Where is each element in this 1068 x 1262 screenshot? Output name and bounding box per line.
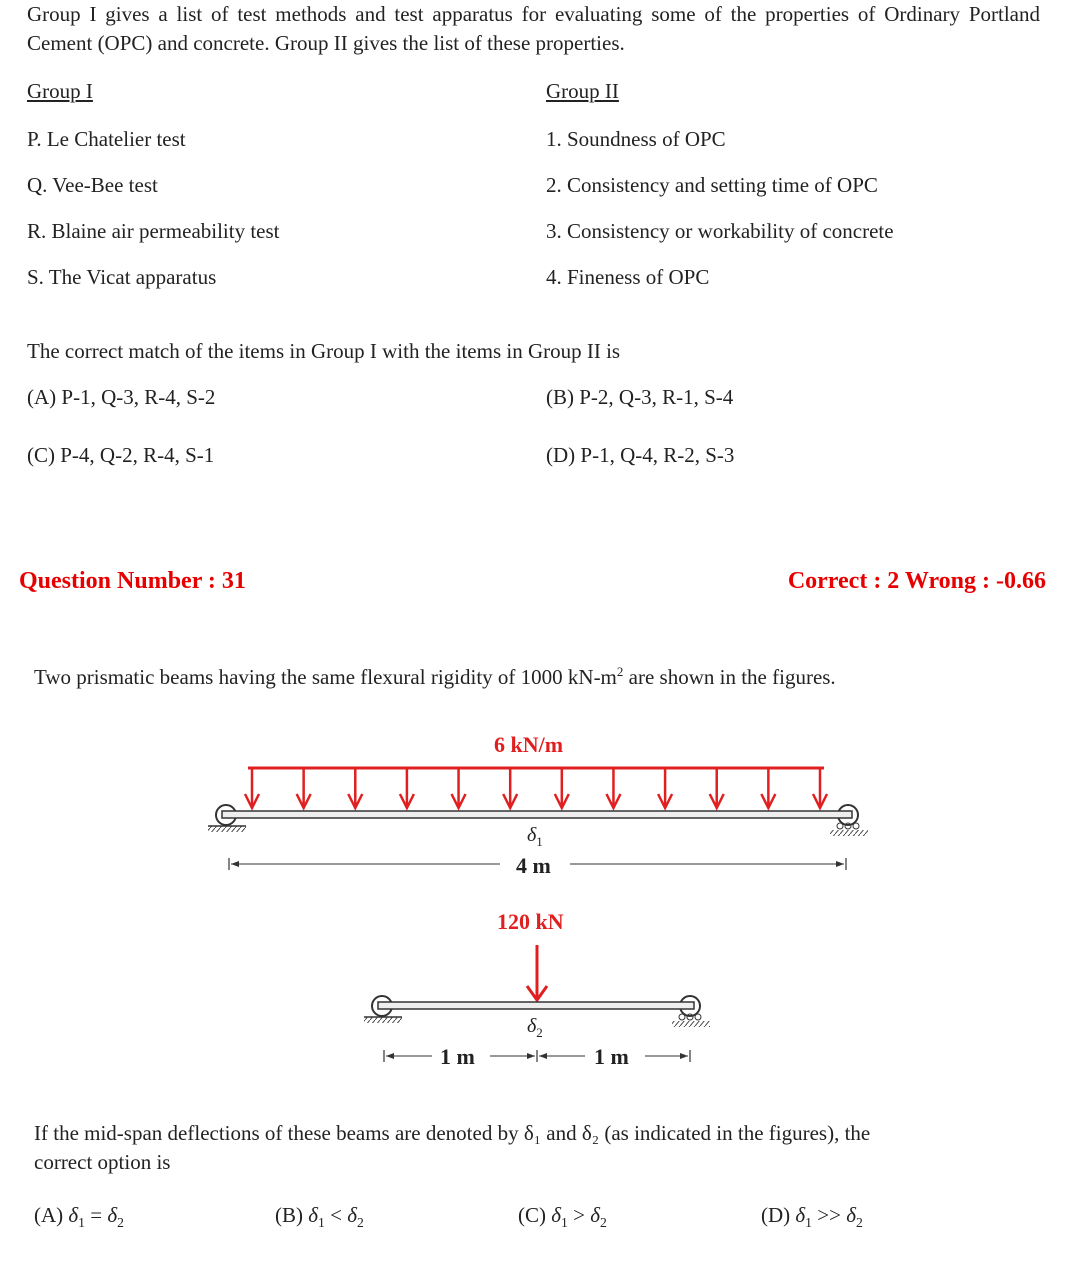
marks-label: Correct : 2 Wrong : -0.66 [787,568,1046,594]
q31-followup-line2: correct option is [34,1150,171,1174]
beam2-roller-support [672,996,710,1027]
beam2-right-span-label: 1 m [594,1044,629,1069]
q31-option-c[interactable]: (C) $\delta_1 > \delta_2$ [518,1203,607,1231]
beam1-body [222,811,852,818]
group1-item-r: R. Blaine air permeability test [27,219,280,243]
group1-item-q: Q. Vee-Bee test [27,173,158,197]
q31-statement: Two prismatic beams having the same flexural rigidity of 1000 $kN-m^2$ are shown in the figures. [34,664,836,689]
group2-item-2: 2. Consistency and setting time of OPC [546,173,878,197]
point-load-label: 120 kN [497,909,564,934]
beam-2 [364,945,710,1062]
beam1-span-label: 4 m [516,853,551,878]
beam2-body [378,1002,694,1009]
group2-header: Group II [546,79,619,103]
group2-item-1: 1. Soundness of OPC [546,127,726,151]
group1-header: Group I [27,79,93,103]
q31-followup-line1: If the mid-span deflections of these beams are denoted by δ₁ and δ₂ (as indicated in the figures), the [34,1121,871,1145]
udl-label: 6 kN/m [494,732,564,757]
question-number: Question Number : 31 [19,568,246,594]
q30-option-a[interactable]: (A) P-1, Q-3, R-4, S-2 [27,385,216,409]
q30-option-d[interactable]: (D) P-1, Q-4, R-2, S-3 [546,443,735,467]
q31-option-b[interactable]: (B) $\delta_1 < \delta_2$ [275,1203,364,1231]
group2-item-4: 4. Fineness of OPC [546,265,710,289]
group2-item-3: 3. Consistency or workability of concrete [546,219,894,243]
beam2-left-span-label: 1 m [440,1044,475,1069]
q31-option-d[interactable]: (D) $\delta_1 >> \delta_2$ [761,1203,863,1231]
q31-option-a[interactable]: (A) $\delta_1 = \delta_2$ [34,1203,124,1231]
beam1-roller-support [830,805,868,836]
udl-arrows [245,768,827,808]
q30-question: The correct match of the items in Group I with the items in Group II is [27,339,621,363]
q30-intro: Group I gives a list of test methods and test apparatus for evaluating some of the properties of Ordinary Portland Cement (OPC) and concrete. Group II gives the list of these properties. [27,2,1040,55]
q30-option-b[interactable]: (B) P-2, Q-3, R-1, S-4 [546,385,734,409]
q30-option-c[interactable]: (C) P-4, Q-2, R-4, S-1 [27,443,215,467]
delta2-label: $\delta_2$ [527,1015,543,1040]
group1-item-p: P. Le Chatelier test [27,127,186,151]
group1-item-s: S. The Vicat apparatus [27,265,217,289]
delta1-label: $\delta_1$ [527,824,543,849]
